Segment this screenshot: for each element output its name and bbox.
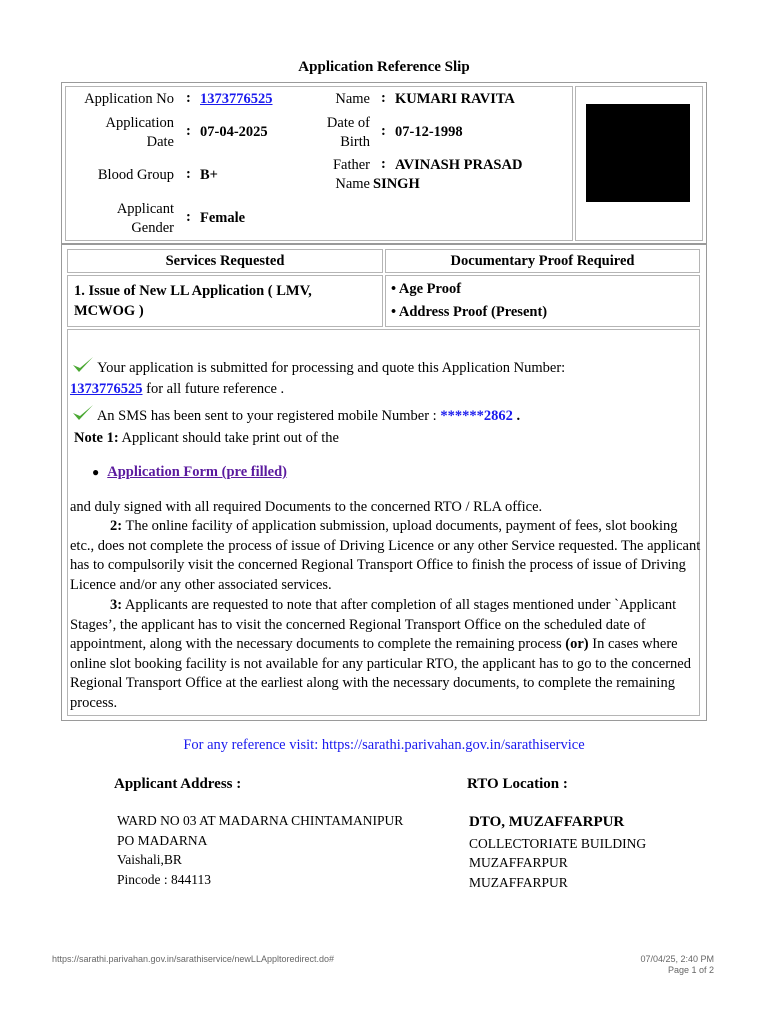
reference-link[interactable]: For any reference visit: https://sarathi.parivahan.gov.in/sarathiservice (183, 737, 585, 753)
services-header: Services Requested (67, 249, 383, 273)
footer-datetime: 07/04/25, 2:40 PM (640, 954, 714, 964)
application-no-label: Application No (84, 91, 174, 107)
dob-label: Date of Birth (326, 115, 370, 150)
application-no-link[interactable]: 1373776525 (200, 91, 273, 107)
application-date: 07-04-2025 (200, 124, 268, 140)
note-3: 3: Applicants are requested to note that after completion of all stages mentioned under `Applicant Stages’, the applicant has to visit the concerned Regional Transport Office on the scheduled date of appointment, along with the necessary documents to complete the remaining process (or) In cases where online slot booking facility is not available for any particular RTO, the applicant has to go to the concerned Regional Transport Office at the earliest along with the necessary documents, to complete the remaining process. (70, 597, 691, 711)
note-2: 2: The online facility of application submission, upload documents, payment of fees, slot booking etc., does not complete the process of issue of Driving Licence or any other Service requested. The applicant has to compulsorily visit the concerned Regional Transport Office to finish the process of issue of Driving Licence and/or any other associated services. (70, 518, 701, 593)
rto-name: DTO, MUZAFFARPUR (469, 814, 625, 830)
checkmark-icon (72, 404, 94, 422)
page-title: Application Reference Slip (298, 59, 470, 75)
service-item: 1. Issue of New LL Application ( LMV, MCWOG ) (67, 275, 383, 327)
note-1-continued: and duly signed with all required Documents to the concerned RTO / RLA office. (70, 499, 543, 515)
footer-page-number: Page 1 of 2 (667, 965, 714, 975)
proof-item: • Age Proof (391, 281, 462, 297)
application-number-link[interactable]: 1373776525 (70, 381, 143, 397)
applicant-address-header: Applicant Address : (114, 776, 242, 792)
proof-list (385, 275, 700, 327)
father-name-label: Father (332, 157, 370, 173)
rto-location-header: RTO Location : (467, 776, 568, 792)
rto-address: DTO, MUZAFFARPUR COLLECTORIATE BUILDING MUZAFFARPUR MUZAFFARPUR (469, 814, 647, 890)
submitted-message: Your application is submitted for processing and quote this Application Number: (72, 356, 702, 379)
father-name-cont: SINGH (373, 176, 420, 192)
applicant-address: WARD NO 03 AT MADARNA CHINTAMANIPUR PO MADARNA Vaishali,BR Pincode : 844113 (117, 813, 404, 887)
application-date-label: Application Date (105, 115, 174, 150)
note-1: Note 1: Applicant should take print out of the (74, 430, 339, 446)
applicant-name: KUMARI RAVITA (395, 91, 515, 107)
applicant-photo (586, 104, 690, 202)
blood-group: B+ (200, 167, 218, 183)
footer-url: https://sarathi.parivahan.gov.in/sarathiservice/newLLAppltoredirect.do# (52, 954, 334, 964)
mobile-number: ******2862 (440, 408, 513, 424)
name-label: Name (335, 91, 370, 107)
gender-label: Applicant Gender (116, 201, 174, 236)
date-of-birth: 07-12-1998 (395, 124, 463, 140)
gender: Female (200, 210, 246, 226)
checkmark-icon (72, 356, 94, 374)
blood-group-label: Blood Group (97, 167, 174, 183)
father-name: AVINASH PRASAD (395, 157, 523, 173)
proof-header: Documentary Proof Required (385, 249, 700, 273)
application-form-link[interactable]: Application Form (pre filled) (107, 464, 288, 480)
proof-item: • Address Proof (Present) (391, 304, 548, 320)
sms-message: An SMS has been sent to your registered mobile Number : ******2862 . (72, 404, 702, 427)
